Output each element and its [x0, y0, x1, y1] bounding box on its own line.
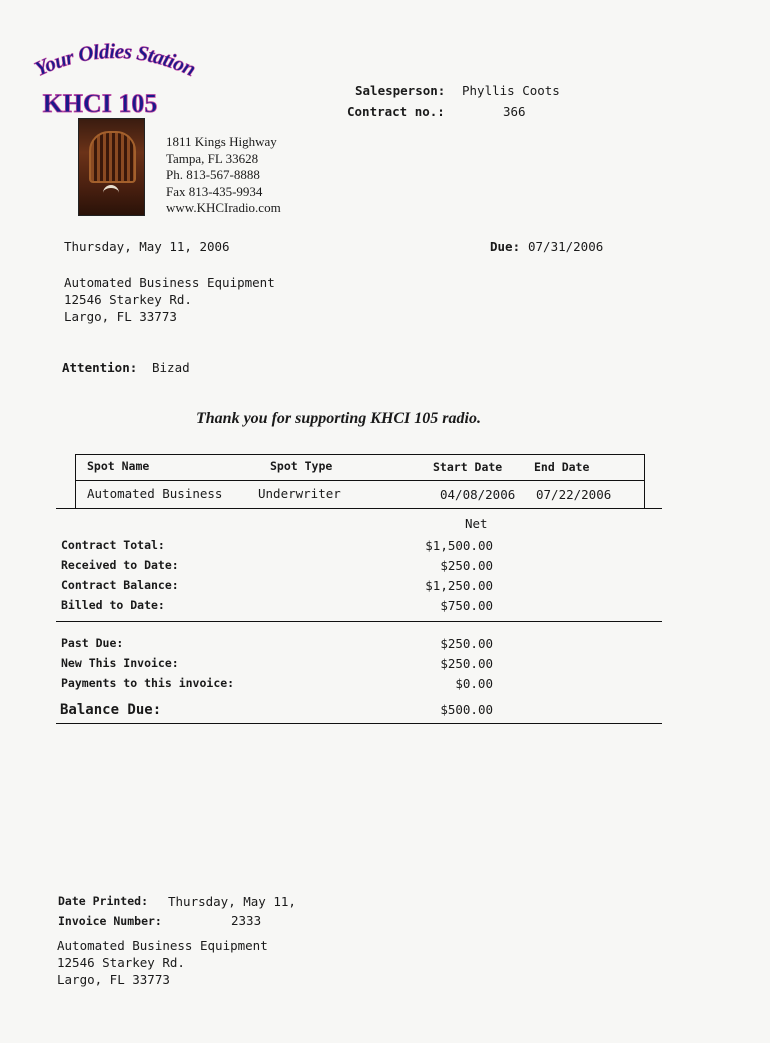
contract-value: 366 [503, 104, 526, 119]
attention-label: Attention: [62, 360, 138, 375]
due-label: Due: [490, 239, 521, 254]
contract-balance-value: $1,250.00 [425, 578, 493, 593]
logo-callsign: KHCI 105 [42, 89, 158, 118]
due-value: 07/31/2006 [528, 239, 604, 254]
invoice-number-label: Invoice Number: [58, 914, 162, 928]
new-invoice-label: New This Invoice: [61, 656, 179, 670]
radio-image [78, 118, 145, 216]
recipient-address: Automated Business Equipment 12546 Starkey Rd. Largo, FL 33773 [64, 275, 275, 324]
payments-value: $0.00 [455, 676, 493, 691]
invoice-date: Thursday, May 11, 2006 [64, 239, 230, 254]
past-due-label: Past Due: [61, 636, 124, 650]
contract-label: Contract no.: [347, 104, 445, 119]
svg-text:Your Oldies Station [31, 40, 199, 81]
footer-address: Automated Business Equipment 12546 Starkey Rd. Largo, FL 33773 [57, 938, 268, 987]
attention-value: Bizad [152, 360, 190, 375]
contract-balance-label: Contract Balance: [61, 578, 179, 592]
net-column-label: Net [465, 516, 488, 531]
received-label: Received to Date: [61, 558, 179, 572]
spot-type-cell: Underwriter [258, 486, 341, 501]
invoice-number-value: 2333 [231, 913, 262, 928]
spot-name-cell: Automated Business [87, 486, 223, 501]
start-date-header: Start Date [433, 460, 503, 474]
spot-name-header: Spot Name [87, 459, 150, 473]
date-printed-value: Thursday, May 11, [168, 894, 296, 909]
station-address: 1811 Kings Highway Tampa, FL 33628 Ph. 813-567-8888 Fax 813-435-9934 www.KHCIradio.com [166, 134, 281, 215]
received-value: $250.00 [440, 558, 493, 573]
contract-total-value: $1,500.00 [425, 538, 493, 553]
logo-tagline: Your Oldies Station [30, 40, 200, 81]
divider-line [56, 508, 662, 509]
payments-label: Payments to this invoice: [61, 676, 235, 690]
past-due-value: $250.00 [440, 636, 493, 651]
balance-due-value: $500.00 [440, 702, 493, 717]
new-invoice-value: $250.00 [440, 656, 493, 671]
divider-line [56, 621, 662, 622]
contract-total-label: Contract Total: [61, 538, 165, 552]
billed-value: $750.00 [440, 598, 493, 613]
spot-type-header: Spot Type [270, 459, 333, 473]
thank-you-message: Thank you for supporting KHCI 105 radio. [196, 410, 481, 427]
start-date-cell: 04/08/2006 [440, 487, 516, 502]
salesperson-value: Phyllis Coots [462, 83, 560, 98]
date-printed-label: Date Printed: [58, 894, 149, 908]
salesperson-label: Salesperson: [355, 83, 446, 98]
balance-due-label: Balance Due: [60, 702, 162, 718]
end-date-header: End Date [534, 460, 590, 474]
billed-label: Billed to Date: [61, 598, 165, 612]
end-date-cell: 07/22/2006 [536, 487, 612, 502]
station-logo [20, 40, 210, 120]
divider-line [56, 723, 662, 724]
